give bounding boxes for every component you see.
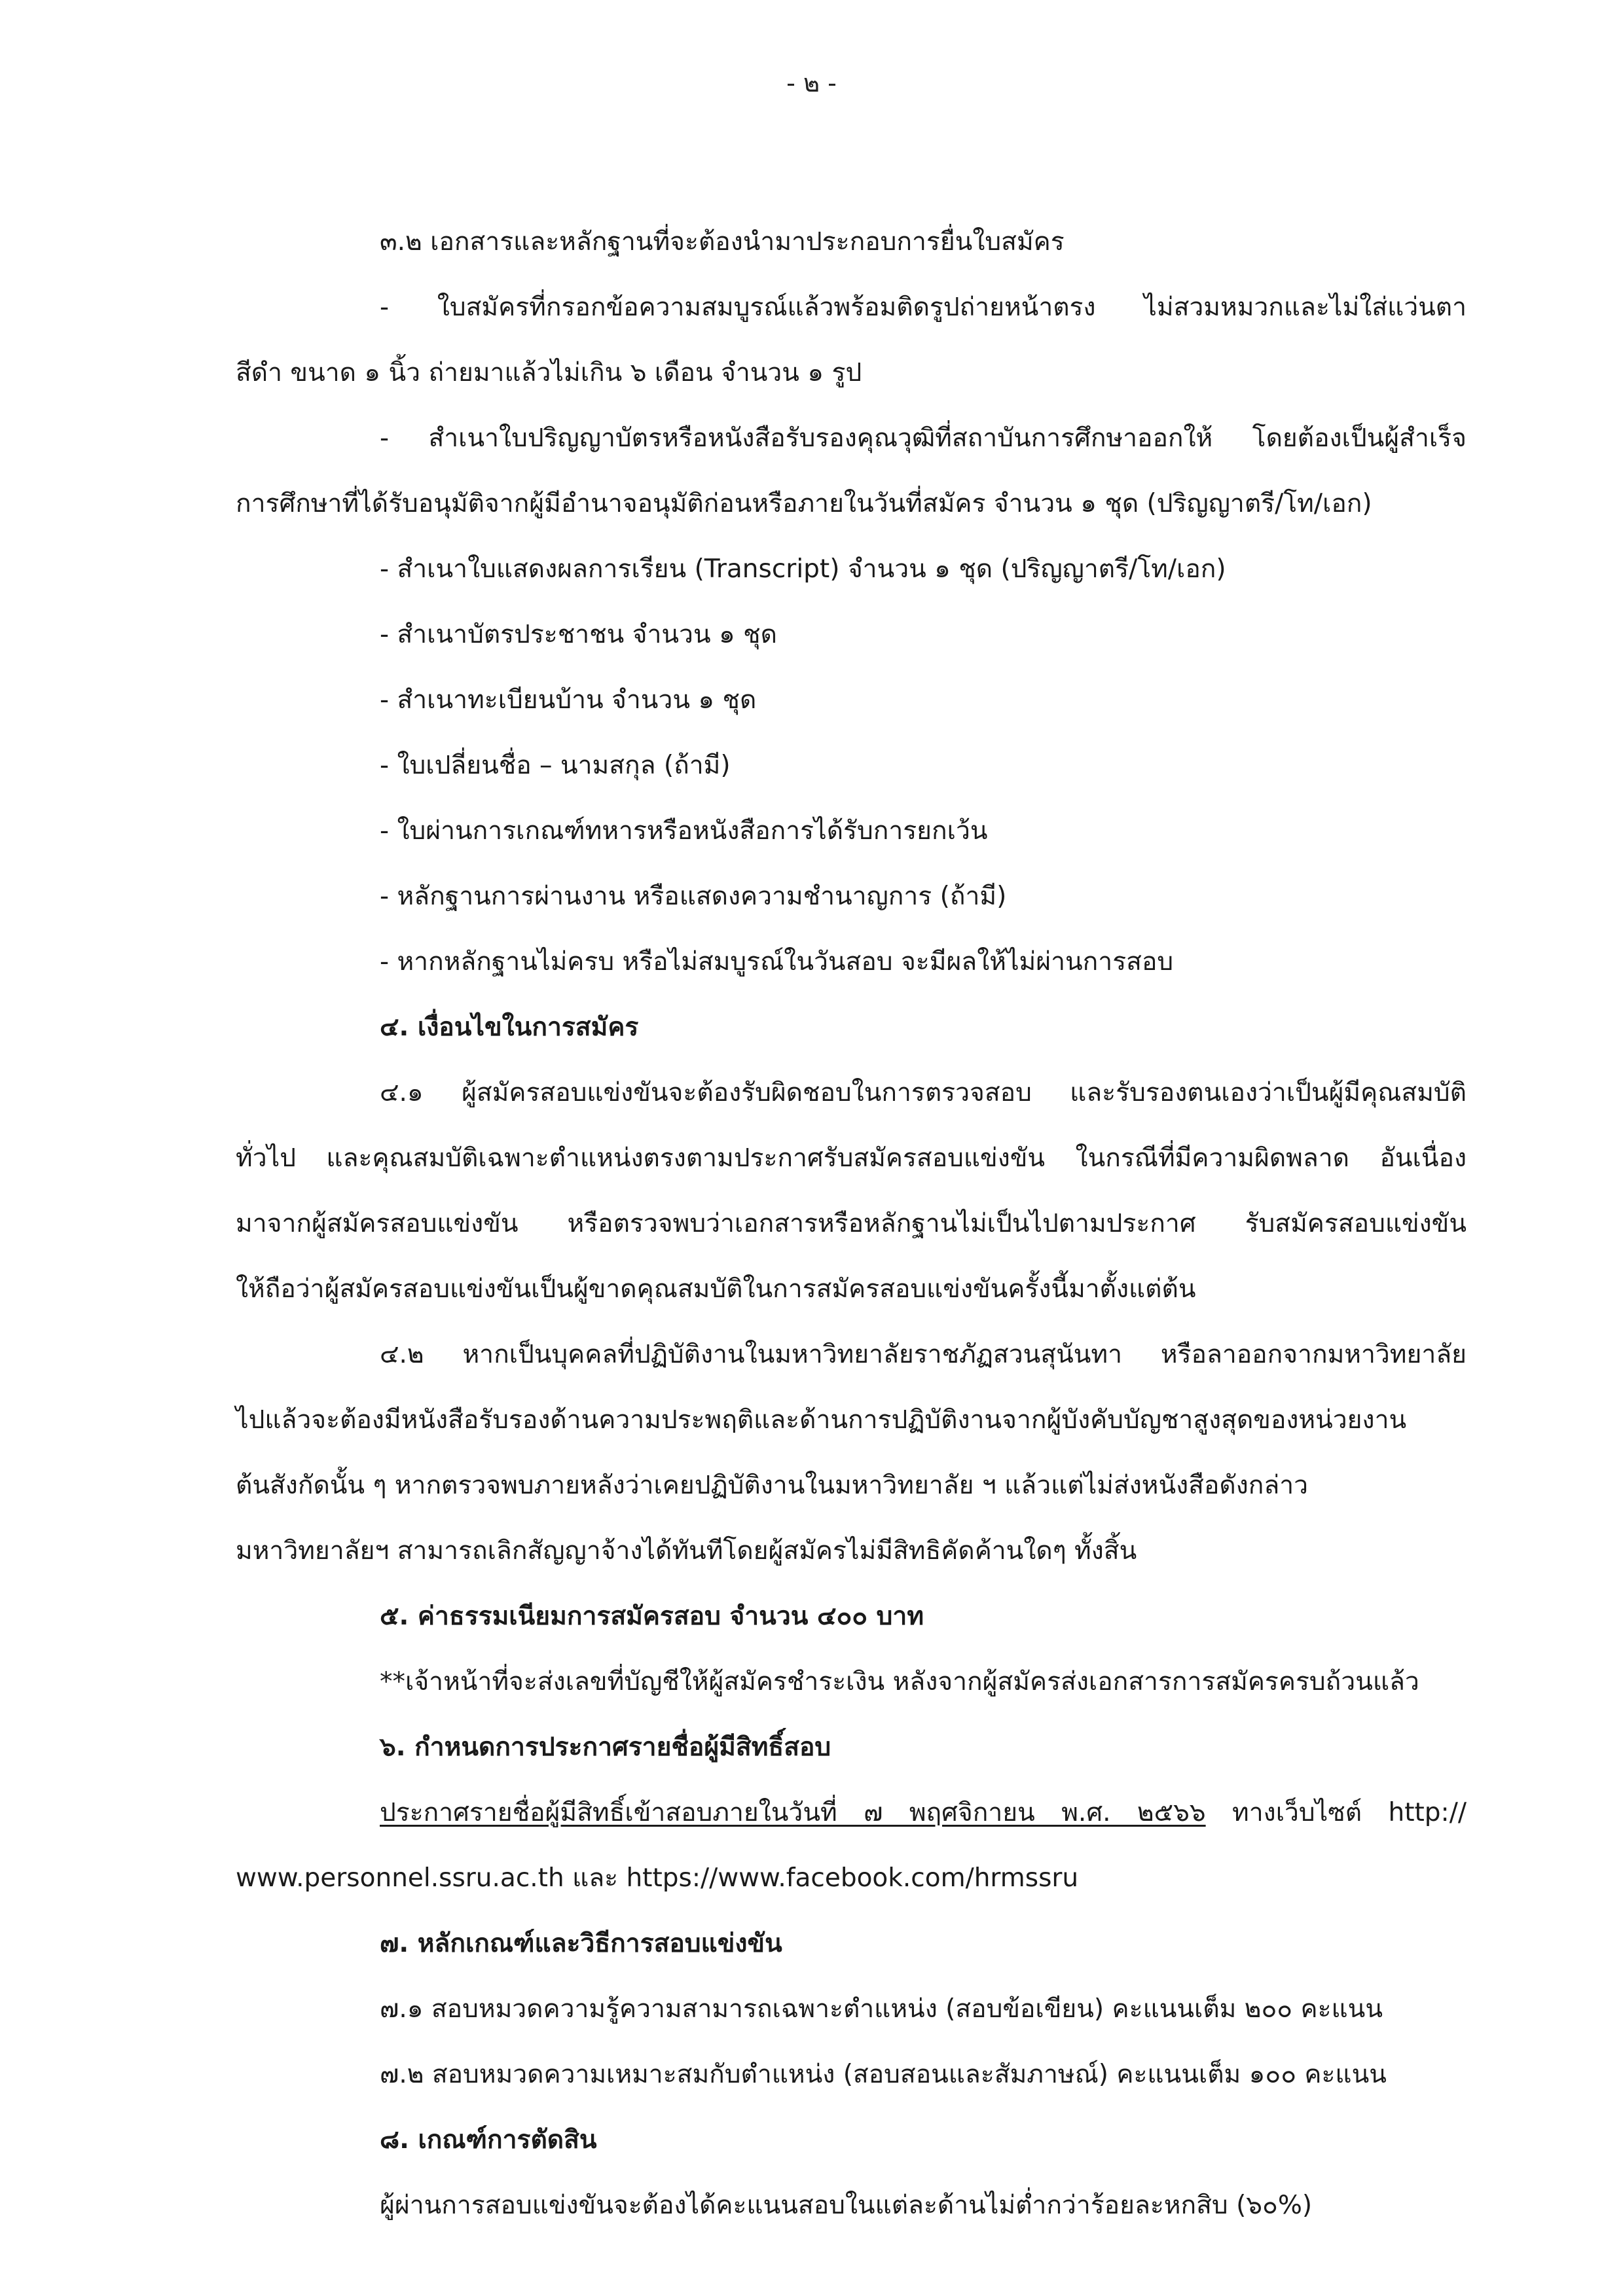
clause-4-2-line-3: ต้นสังกัดนั้น ๆ หากตรวจพบภายหลังว่าเคยปฏิบัติงานในมหาวิทยาลัย ฯ แล้วแต่ไม่ส่งหนังสือดังกล่าว: [236, 1471, 1309, 1500]
announcement-website-prefix: ทางเว็บไซต์ http://: [1205, 1798, 1467, 1827]
section-3-2-heading: ๓.๒ เอกสารและหลักฐานที่จะต้องนำมาประกอบการยื่นใบสมัคร: [380, 227, 1065, 257]
announcement-line-1: [236, 1780, 1467, 1846]
list-item: - สำเนาใบแสดงผลการเรียน (Transcript) จำนวน ๑ ชุด (ปริญญาตรี/โท/เอก): [380, 554, 1226, 584]
passing-criteria: ผู้ผ่านการสอบแข่งขันจะต้องได้คะแนนสอบในแต่ละด้านไม่ต่ำกว่าร้อยละหกสิบ (๖๐%): [380, 2191, 1313, 2220]
photo-requirement-line-2: สีดำ ขนาด ๑ นิ้ว ถ่ายมาแล้วไม่เกิน ๖ เดือน จำนวน ๑ รูป: [236, 358, 862, 387]
list-item: - ใบเปลี่ยนชื่อ – นามสกุล (ถ้ามี): [380, 751, 731, 780]
announcement-websites: www.personnel.ssru.ac.th และ https://www.facebook.com/hrmssru: [236, 1863, 1079, 1893]
list-item: ๗.๑ สอบหมวดความรู้ความสามารถเฉพาะตำแหน่ง (สอบข้อเขียน) คะแนนเต็ม ๒๐๐ คะแนน: [380, 1994, 1383, 2024]
clause-4-1-line-3: มาจากผู้สมัครสอบแข่งขัน หรือตรวจพบว่าเอกสารหรือหลักฐานไม่เป็นไปตามประกาศ รับสมัครสอบแข่งขัน: [236, 1209, 1467, 1238]
document-body: [236, 209, 1467, 2238]
list-item: - หากหลักฐานไม่ครบ หรือไม่สมบูรณ์ในวันสอบ จะมีผลให้ไม่ผ่านการสอบ: [380, 947, 1174, 977]
clause-4-1-line-4: ให้ถือว่าผู้สมัครสอบแข่งขันเป็นผู้ขาดคุณสมบัติในการสมัครสอบแข่งขันครั้งนี้มาตั้งแต่ต้น: [236, 1274, 1196, 1304]
fee-note: **เจ้าหน้าที่จะส่งเลขที่บัญชีให้ผู้สมัครชำระเงิน หลังจากผู้สมัครส่งเอกสารการสมัครครบถ้วนแล้ว: [380, 1667, 1419, 1696]
clause-4-2-line-4: มหาวิทยาลัยฯ สามารถเลิกสัญญาจ้างได้ทันทีโดยผู้สมัครไม่มีสิทธิคัดค้านใดๆ ทั้งสิ้น: [236, 1536, 1137, 1566]
list-item: - สำเนาทะเบียนบ้าน จำนวน ๑ ชุด: [380, 685, 757, 715]
list-item: ๗.๒ สอบหมวดความเหมาะสมกับตำแหน่ง (สอบสอนและสัมภาษณ์) คะแนนเต็ม ๑๐๐ คะแนน: [380, 2060, 1387, 2089]
section-6-heading: ๖. กำหนดการประกาศรายชื่อผู้มีสิทธิ์สอบ: [380, 1732, 831, 1762]
clause-4-1-line-2: ทั่วไป และคุณสมบัติเฉพาะตำแหน่งตรงตามประกาศรับสมัครสอบแข่งขัน ในกรณีที่มีความผิดพลาด อันเนื่อง: [236, 1143, 1467, 1173]
degree-requirement-line-1: - สำเนาใบปริญญาบัตรหรือหนังสือรับรองคุณวุฒิที่สถาบันการศึกษาออกให้ โดยต้องเป็นผู้สำเร็จ: [380, 423, 1467, 453]
section-8-heading: ๘. เกณฑ์การตัดสิน: [380, 2125, 597, 2155]
clause-4-2-line-1: ๔.๒ หากเป็นบุคคลที่ปฏิบัติงานในมหาวิทยาลัยราชภัฏสวนสุนันทา หรือลาออกจากมหาวิทยาลัย: [380, 1340, 1467, 1369]
section-4-heading: ๔. เงื่อนไขในการสมัคร: [380, 1013, 639, 1042]
list-item: - ใบผ่านการเกณฑ์ทหารหรือหนังสือการได้รับการยกเว้น: [380, 816, 988, 846]
photo-requirement-line-1: - ใบสมัครที่กรอกข้อความสมบูรณ์แล้วพร้อมติดรูปถ่ายหน้าตรง ไม่สวมหมวกและไม่ใส่แว่นตา: [380, 293, 1467, 322]
section-7-heading: ๗. หลักเกณฑ์และวิธีการสอบแข่งขัน: [380, 1929, 782, 1958]
clause-4-2-line-2: ไปแล้วจะต้องมีหนังสือรับรองด้านความประพฤติและด้านการปฏิบัติงานจากผู้บังคับบัญชาสูงสุดของหน่วยงาน: [236, 1405, 1407, 1435]
clause-4-1-line-1: ๔.๑ ผู้สมัครสอบแข่งขันจะต้องรับผิดชอบในการตรวจสอบ และรับรองตนเองว่าเป็นผู้มีคุณสมบัติ: [380, 1078, 1467, 1107]
page-number: - ๒ -: [786, 69, 837, 98]
list-item: - หลักฐานการผ่านงาน หรือแสดงความชำนาญการ (ถ้ามี): [380, 882, 1007, 911]
section-5-heading: ๕. ค่าธรรมเนียมการสมัครสอบ จำนวน ๔๐๐ บาท: [380, 1602, 924, 1631]
list-item: - สำเนาบัตรประชาชน จำนวน ๑ ชุด: [380, 620, 777, 649]
announcement-date: ประกาศรายชื่อผู้มีสิทธิ์เข้าสอบภายในวันที่ ๗ พฤศจิกายน พ.ศ. ๒๕๖๖: [380, 1798, 1206, 1827]
degree-requirement-line-2: การศึกษาที่ได้รับอนุมัติจากผู้มีอำนาจอนุมัติก่อนหรือภายในวันที่สมัคร จำนวน ๑ ชุด (ปริญญาตรี/โท/เอก): [236, 489, 1372, 518]
